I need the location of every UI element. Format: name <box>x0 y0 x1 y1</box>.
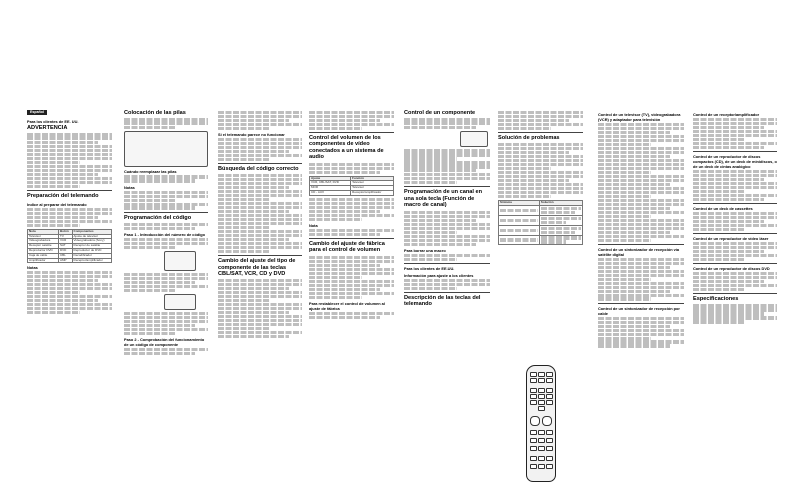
table-row: Reproductor DVD DVD Reproductor de DVD <box>28 248 112 253</box>
table-row <box>499 215 583 225</box>
table-row: CD - AUX Receptor/amplificador <box>310 191 394 196</box>
component-table <box>27 229 112 264</box>
troubleshooting-table <box>498 200 583 245</box>
volume-note-heading: Nota <box>309 222 318 228</box>
table-header: Síntoma <box>499 201 540 206</box>
cable-heading: Control de un sintonizador de recepción por cable <box>598 305 680 316</box>
notes-heading: Notas <box>27 265 38 271</box>
table-row: Caja de cable CBL Decodificador <box>28 253 112 258</box>
setup-heading: Preparación del telemando <box>27 193 99 200</box>
table-row: Receptor satélite SAT Receptor de satélite <box>28 244 112 249</box>
us-customers-heading-2: Para los clientes de EE.UU. <box>404 265 455 271</box>
key-description-heading: Descripción de las teclas del telemando <box>404 294 481 308</box>
column-7 <box>598 110 684 480</box>
step1-heading: Paso 1 - Introducción del número de código <box>124 232 206 238</box>
step-illustration <box>164 251 196 271</box>
search-code-heading: Búsqueda del código correcto <box>218 165 299 172</box>
us-customers-heading: Para los clientes de EE. UU. <box>27 119 79 124</box>
table-row <box>499 235 583 245</box>
laser-disc-heading: Control de un reproductor de vídeo láser <box>693 236 769 241</box>
cassette-deck-heading: Control de un deck de cassettes <box>693 205 753 211</box>
delete-macro-heading: Para borrar una macro <box>404 247 446 253</box>
column-2 <box>124 110 208 480</box>
table-header: Solución <box>539 201 582 206</box>
table-row: VCR, CBL/SAT, DVD Televisor <box>310 181 394 186</box>
volume-table <box>309 176 394 196</box>
tv-vcr-heading: Control de un televisor (TV), videograbadora (VCR) y adaptador para televisión <box>598 112 681 122</box>
step2-heading: Paso 2 - Comprobación del funcionamiento de un código de componente <box>124 337 205 348</box>
column-5 <box>404 110 490 480</box>
change-type-heading: Cambio del ajuste del tipo de componente de las teclas CBL/SAT, VCR, CD y DVD <box>218 258 296 277</box>
table-header: Ajuste <box>310 176 351 181</box>
troubleshooting-heading: Solución de problemas <box>498 134 560 141</box>
column-3 <box>218 110 302 480</box>
satellite-heading: Control de un sintonizador de recepción vía satélite digital <box>598 246 680 257</box>
column-8 <box>693 110 777 480</box>
keypad-illustration <box>460 131 488 147</box>
column-6 <box>498 110 583 360</box>
specifications-heading: Especificaciones <box>693 296 739 303</box>
table-row: MOR Televisor <box>310 186 394 191</box>
restore-volume-heading: Para restablecer el control de volumen al ajuste de fábrica <box>309 300 385 311</box>
remote-control-illustration <box>526 365 556 482</box>
table-header: Botón <box>58 229 72 234</box>
control-component-heading: Control de un componente <box>404 110 476 116</box>
table-row: Amplificador AMP Receptor/amplificador <box>28 258 112 263</box>
column-4 <box>309 110 394 480</box>
table-row: Televisor TV Ajuste de televisor <box>28 234 112 239</box>
table-row <box>499 225 583 235</box>
volume-default-heading: Cambio del ajuste de fábrica para el control de volumen <box>309 240 385 254</box>
table-header: Función <box>351 176 394 181</box>
battery-notes-heading: Notas <box>124 184 135 190</box>
table-header: Nota <box>28 229 59 234</box>
dvd-heading: Control de un reproductor de discos DVD <box>693 266 770 272</box>
replace-batteries-heading: Cuándo reemplazar las pilas <box>124 169 177 175</box>
not-working-heading: Si el telemando parece no funcionar <box>218 131 285 137</box>
table-row <box>499 206 583 216</box>
step-illustration <box>164 294 196 310</box>
table-row: Videograbadora VCR Videograbadora (Sony) <box>28 239 112 244</box>
column-1 <box>27 110 112 480</box>
customer-info-heading: Información para ajuste a los clientes <box>404 272 474 278</box>
setup-subheading: Indice al preparar del telemando <box>27 201 87 207</box>
batteries-heading: Colocación de las pilas <box>124 110 186 116</box>
channel-macro-heading: Programación de un canal en una sola tecla (Función de macro de canal) <box>404 189 483 209</box>
warning-heading: ADVERTENCIA <box>27 125 68 131</box>
language-tab: Español <box>27 110 47 115</box>
volume-control-heading: Control del volumen de los componentes de vídeo conectados a un sistema de audio <box>309 134 384 161</box>
receiver-heading: Control de un receptor/amplificador <box>693 112 760 117</box>
code-setup-heading: Programación del código <box>124 214 192 221</box>
table-header: Componentes <box>72 229 111 234</box>
battery-illustration <box>124 131 208 167</box>
cd-md-heading: Control de un reproductor de discos compactos (CD), de un deck de minidiscos, o de un deck de cintas analógico <box>693 153 777 169</box>
